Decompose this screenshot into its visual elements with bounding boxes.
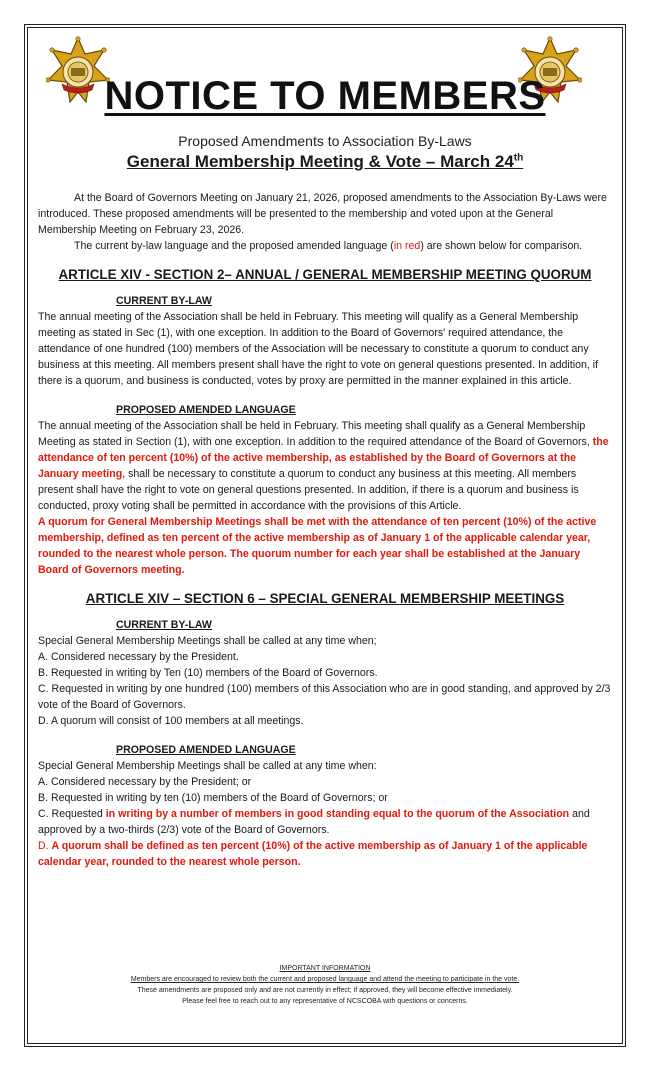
article-2-c-red: in writing by a number of members in good standing equal to the quorum of the Association — [105, 808, 570, 820]
intro-p2-red: in red — [393, 240, 421, 252]
document-body — [38, 190, 612, 870]
intro-paragraph-2 — [38, 238, 612, 254]
article-1-heading: ARTICLE XIV - SECTION 2– ANNUAL / GENERAL MEMBERSHIP MEETING QUORUM — [58, 267, 592, 282]
meeting-title-sup: th — [513, 152, 524, 164]
article-2-current-line: C. Requested in writing by one hundred (100) members of this Association who are in good standing, and approved by 2/3 vote of the Board of Governors. — [38, 683, 611, 711]
article-2-current-line: Special General Membership Meetings shall be called at any time when; — [38, 635, 377, 647]
intro-paragraph-1: At the Board of Governors Meeting on January 21, 2026, proposed amendments to the Association By-Laws were introduced. These proposed amendments will be presented to the membership and voted upon at the General Membership Meeting on February 23, 2026. — [38, 192, 607, 236]
article-2-c-b: and approved by a two-thirds (2/3) vote of the Board of Governors. — [38, 808, 590, 836]
article-2-proposed-label: PROPOSED AMENDED LANGUAGE — [116, 744, 296, 756]
article-1-proposed-red: the attendance of ten percent (10%) of the active membership, as established by the Board of Governors at the January meeting — [38, 436, 609, 480]
article-2-current-label: CURRENT BY-LAW — [116, 619, 212, 631]
article-1-proposed-label: PROPOSED AMENDED LANGUAGE — [116, 404, 296, 416]
info-line-2: These amendments are proposed only and are not currently in effect; if approved, they will become effective immediately. — [137, 987, 513, 994]
article-2-proposed-line: Special General Membership Meetings shall be called at any time when: — [38, 760, 377, 772]
article-2-c-a: C. Requested — [38, 808, 106, 820]
subtitle: Proposed Amendments to Association By-Laws — [178, 133, 472, 149]
article-1-proposed-b: , shall be necessary to constitute a quorum to conduct any business at this meeting. All members present shall have the right to vote on general questions presented. In addition, if there is a quorum and business is conducted, proxy voting shall be permitted in accordance with the provisions of this Article. — [38, 468, 579, 512]
article-2-d-a: D. — [38, 840, 52, 852]
important-information — [0, 963, 650, 1007]
page-title: NOTICE TO MEMBERS — [104, 74, 546, 118]
intro-p2-text-b: ) are shown below for comparison. — [420, 240, 583, 252]
intro-p2-text-a: The current by-law language and the proposed amended language ( — [74, 240, 394, 252]
article-2-d-red: A quorum shall be defined as ten percent (10%) of the active membership as of January 1 of the applicable calendar year, rounded to the nearest whole person. — [38, 840, 588, 868]
article-2-heading: ARTICLE XIV – SECTION 6 – SPECIAL GENERAL MEMBERSHIP MEETINGS — [85, 591, 565, 606]
info-heading: IMPORTANT INFORMATION — [279, 965, 371, 972]
info-line-3: Please feel free to reach out to any representative of NCSCOBA with questions or concerns. — [182, 998, 468, 1005]
article-1-current-label: CURRENT BY-LAW — [116, 295, 212, 307]
article-1-proposed-text — [38, 418, 612, 514]
article-2-proposed-c — [38, 806, 612, 838]
meeting-title — [0, 152, 650, 172]
article-2-current-line: A. Considered necessary by the President. — [38, 651, 239, 663]
article-1-proposed-red-paragraph: A quorum for General Membership Meetings shall be met with the attendance of ten percent (10%) of the active membership, defined as ten percent of the active membership as of January 1 of the applicable calendar year, rounded to the nearest whole person. The quorum number for each year shall be established at the January Board of Governors meeting. — [38, 516, 597, 576]
article-1-proposed-a: The annual meeting of the Association shall be held in February. This meeting shall qualify as a General Membership Meeting as stated in Section (1), with one exception. In addition to the required attendance of the Board of Governors, — [38, 420, 593, 448]
article-2-proposed-d — [38, 838, 612, 870]
article-2-proposed-line: B. Requested in writing by ten (10) members of the Board of Governors; or — [38, 792, 388, 804]
info-line-1: Members are encouraged to review both the current and proposed language and attend the meeting to participate in the vote. — [130, 976, 520, 983]
article-1-current-text: The annual meeting of the Association shall be held in February. This meeting will qualify as a General Membership meeting as stated in Sec (1), with one exception. In addition to the Board of Governors' required attendance, the attendance of one hundred (100) members of the Association will be necessary to constitute a quorum to conduct any business at this meeting. All members present shall have the right to vote on general questions presented. In addition, if there is a quorum, and business is conducted, votes by proxy are permitted in the manner explained in this article. — [38, 311, 599, 387]
article-2-proposed-line: A. Considered necessary by the President; or — [38, 776, 252, 788]
article-2-current-line: B. Requested in writing by Ten (10) members of the Board of Governors. — [38, 667, 378, 679]
meeting-title-text: General Membership Meeting & Vote – March 24 — [126, 152, 514, 171]
article-2-current-line: D. A quorum will consist of 100 members at all meetings. — [38, 715, 304, 727]
